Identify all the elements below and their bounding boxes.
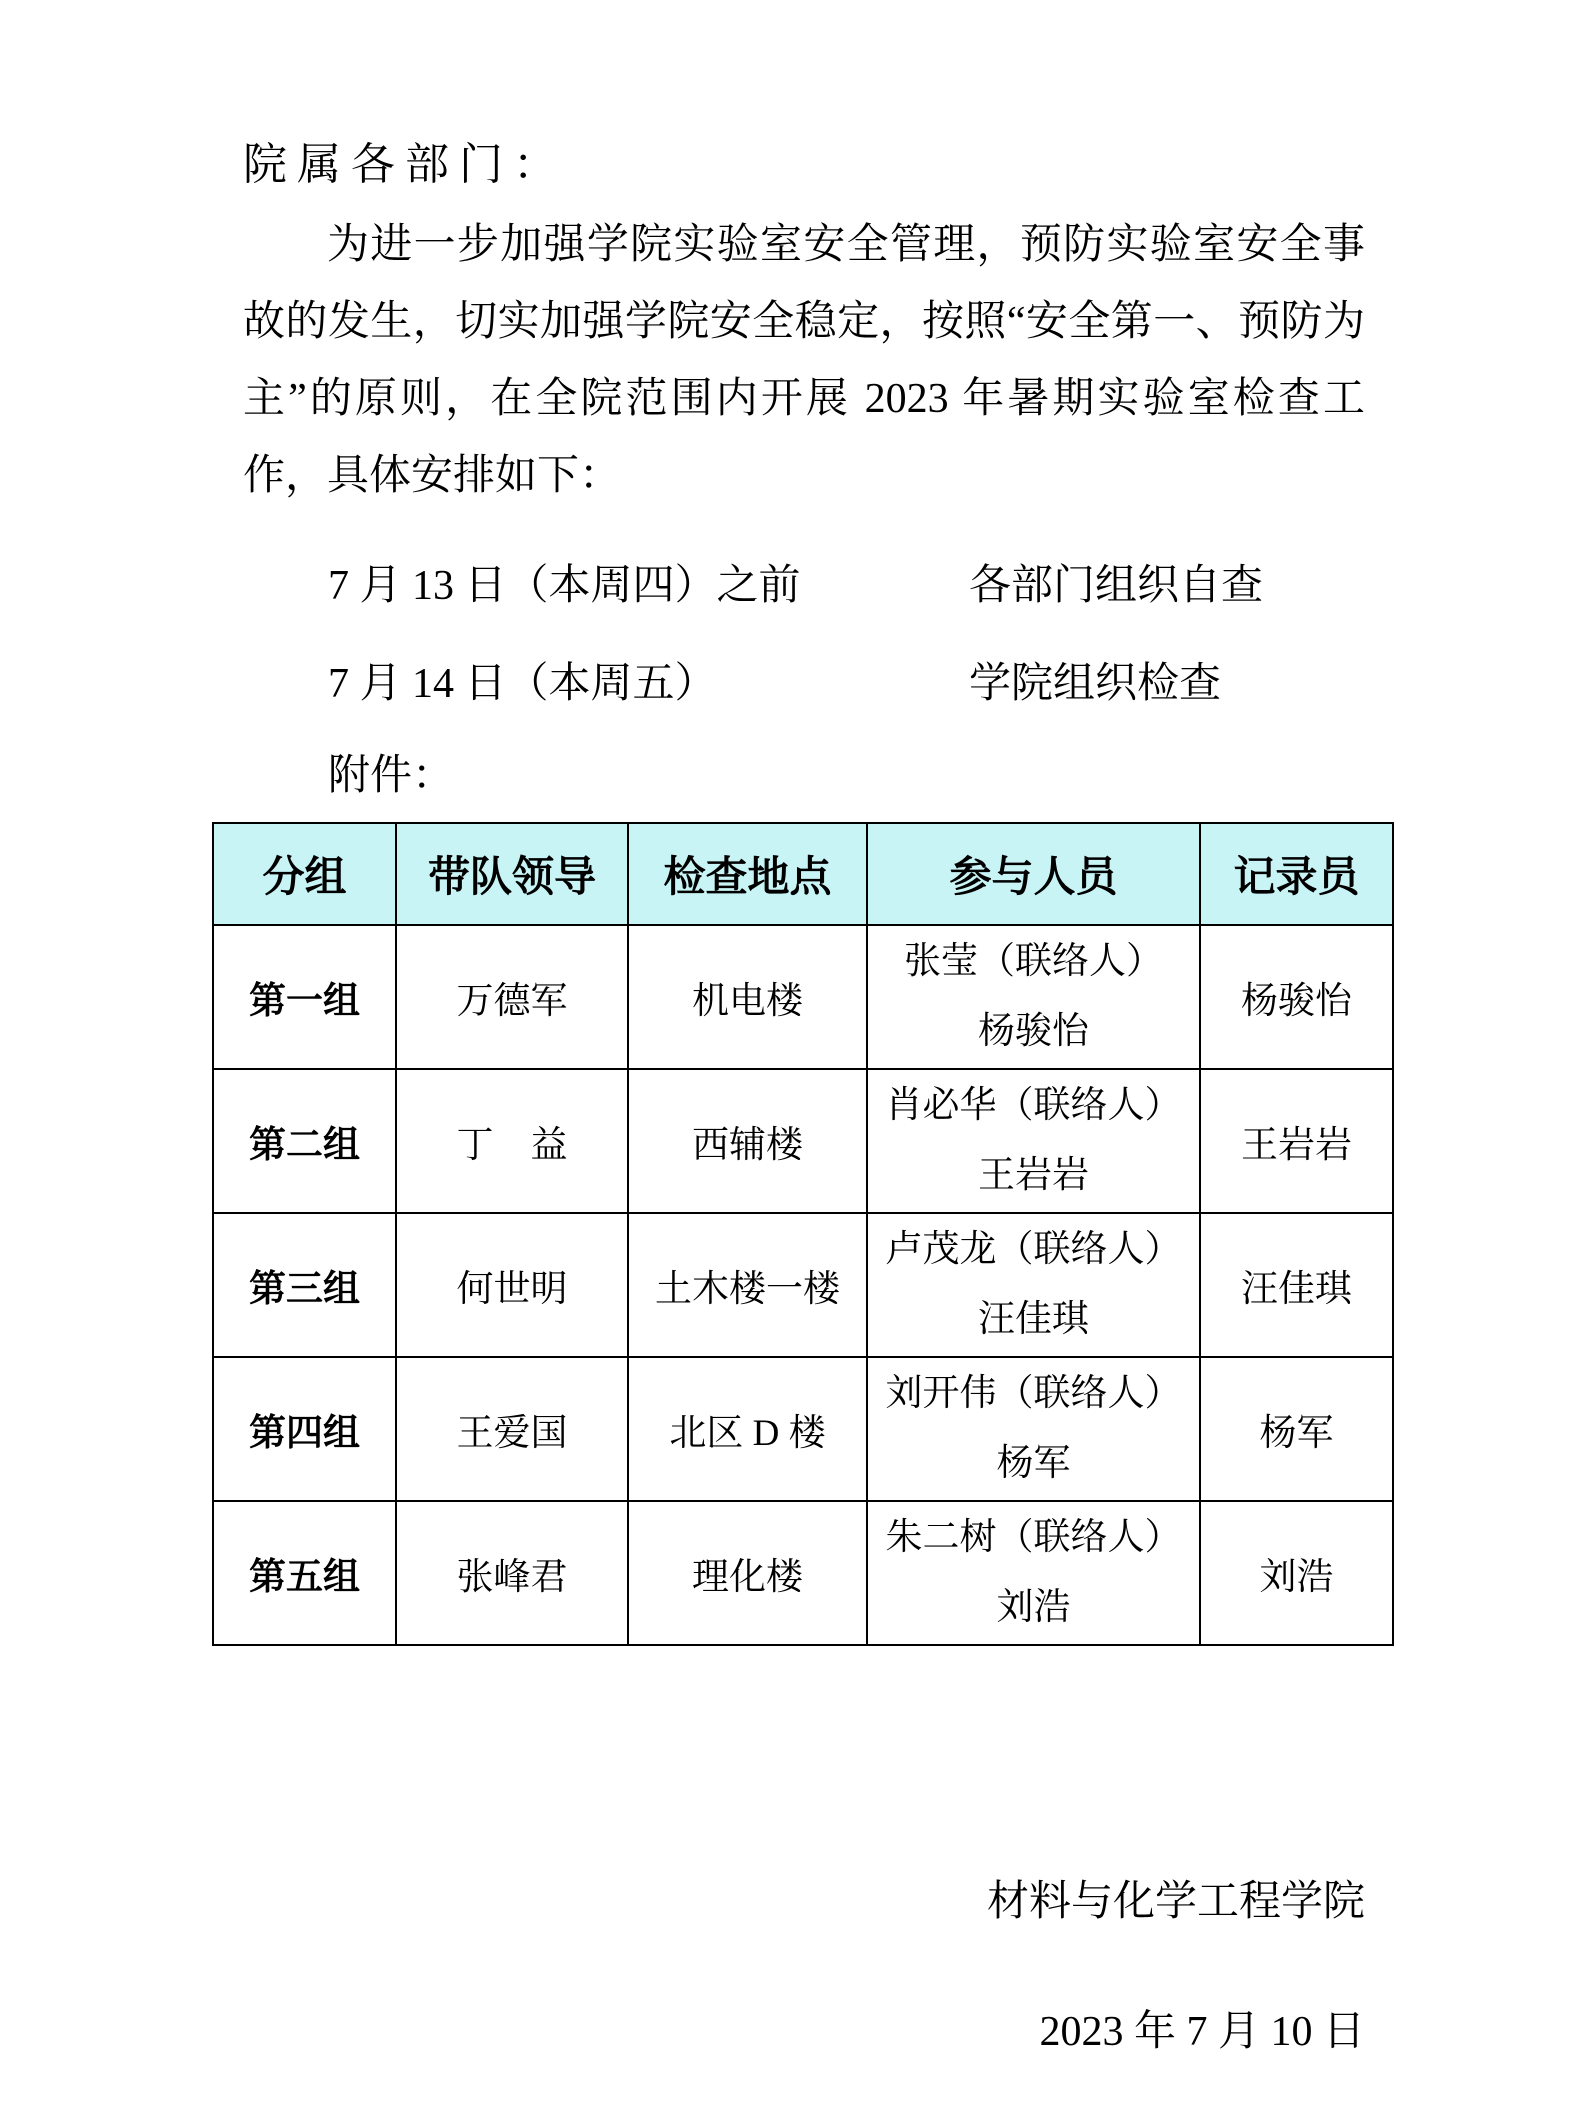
header-leader: 带队领导 [396,823,628,925]
header-group: 分组 [213,823,396,925]
schedule-time-2: 7 月 14 日（本周五） [328,661,717,707]
leader-name: 丁 益 [396,1069,628,1213]
header-location: 检查地点 [628,823,867,925]
table-row [213,1501,1393,1645]
participant-line: 杨军 [996,1443,1071,1484]
recorder-name: 杨军 [1200,1357,1393,1501]
participant-line: 刘开伟（联络人） [885,1373,1182,1414]
signature-date: 2023 年 7 月 10 日 [1039,2009,1365,2055]
recorder-name: 杨骏怡 [1200,925,1393,1069]
participants [867,1501,1200,1645]
table-header-row [213,823,1393,925]
leader-name: 万德军 [396,925,628,1069]
schedule-line-1 [328,552,1368,612]
intro-paragraph: 为进一步加强学院实验室安全管理，预防实验室安全事故的发生，切实加强学院安全稳定，按照“安全第一、预防为主”的原则，在全院范围内开展 2023 年暑期实验室检查工作，具体安排如下： [243,222,1365,499]
header-participants: 参与人员 [867,823,1200,925]
participants [867,925,1200,1069]
schedule-activity-2: 学院组织检查 [969,661,1222,707]
recorder-name: 王岩岩 [1200,1069,1393,1213]
participant-line: 肖必华（联络人） [885,1085,1182,1126]
leader-name: 何世明 [396,1213,628,1357]
location-name: 理化楼 [628,1501,867,1645]
recorder-name: 汪佳琪 [1200,1213,1393,1357]
participant-line: 杨骏怡 [978,1011,1089,1052]
group-name: 第一组 [213,925,396,1069]
leader-name: 张峰君 [396,1501,628,1645]
participant-line: 朱二树（联络人） [885,1517,1182,1558]
table-row [213,1069,1393,1213]
group-name: 第三组 [213,1213,396,1357]
group-name: 第二组 [213,1069,396,1213]
group-name: 第四组 [213,1357,396,1501]
inspection-groups-table [212,822,1394,1646]
table-row [213,925,1393,1069]
recorder-name: 刘浩 [1200,1501,1393,1645]
schedule-activity-1: 各部门组织自查 [969,563,1264,609]
location-name: 北区 D 楼 [628,1357,867,1501]
table-row [213,1357,1393,1501]
signature-org: 材料与化学工程学院 [986,1879,1365,1925]
participant-line: 王岩岩 [978,1155,1089,1196]
salutation: 院属各部门： [243,140,567,189]
participants [867,1069,1200,1213]
participants [867,1213,1200,1357]
schedule-time-1: 7 月 13 日（本周四）之前 [328,563,801,609]
header-recorder: 记录员 [1200,823,1393,925]
schedule-line-2 [328,650,1368,710]
group-name: 第五组 [213,1501,396,1645]
location-name: 西辅楼 [628,1069,867,1213]
table-row [213,1213,1393,1357]
participant-line: 卢茂龙（联络人） [885,1229,1182,1270]
attachment-label: 附件： [328,753,455,799]
leader-name: 王爱国 [396,1357,628,1501]
participant-line: 张莹（联络人） [904,941,1163,982]
location-name: 土木楼一楼 [628,1213,867,1357]
participants [867,1357,1200,1501]
participant-line: 刘浩 [996,1587,1071,1628]
participant-line: 汪佳琪 [978,1299,1089,1340]
location-name: 机电楼 [628,925,867,1069]
